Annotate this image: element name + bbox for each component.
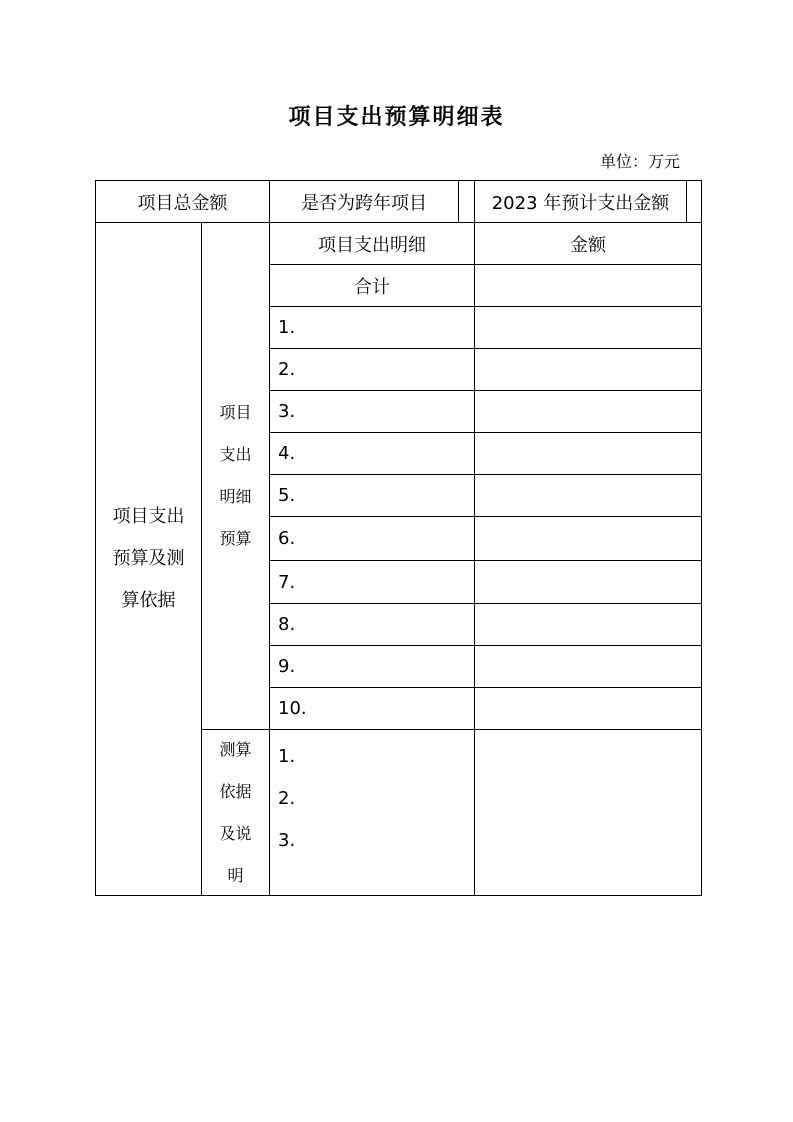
- col-amount-header: [474, 222, 702, 265]
- item-5-label: 5.: [278, 485, 296, 506]
- page-title: 项目支出预算明细表: [288, 105, 505, 130]
- item-row-10-amount[interactable]: [474, 687, 702, 730]
- header-cross-year-label: 是否为跨年项目: [301, 192, 427, 214]
- basis-item-1: 1.: [278, 746, 296, 767]
- basis-line-1: 测算: [219, 739, 252, 759]
- item-row-6[interactable]: [269, 516, 475, 561]
- item-row-6-amount[interactable]: [474, 516, 702, 561]
- detail-line-1: 项目: [219, 403, 252, 422]
- basis-item-3: 3.: [278, 830, 296, 851]
- basis-label: [201, 729, 270, 896]
- item-row-7[interactable]: [269, 560, 475, 604]
- detail-budget-label: [201, 222, 270, 730]
- item-row-1-amount[interactable]: [474, 306, 702, 349]
- basis-line-4: 明: [227, 865, 244, 885]
- item-4-label: 4.: [278, 443, 296, 464]
- outer-line-3: 算依据: [121, 590, 176, 611]
- outer-line-1: 项目支出: [112, 506, 185, 527]
- item-row-5[interactable]: [269, 474, 475, 517]
- total-row-label: [269, 264, 475, 307]
- outer-line-2: 预算及测: [112, 548, 185, 569]
- basis-line-3: 及说: [219, 823, 252, 843]
- item-row-4-amount[interactable]: [474, 432, 702, 475]
- item-row-5-amount[interactable]: [474, 474, 702, 517]
- header-expected-2023-label: 2023 年预计支出金额: [491, 192, 670, 214]
- detail-line-3: 明细: [219, 487, 252, 506]
- header-expected-2023: [474, 180, 687, 223]
- item-row-2-amount[interactable]: [474, 348, 702, 391]
- col-detail-header: [269, 222, 475, 265]
- total-row-amount[interactable]: [474, 264, 702, 307]
- item-row-8-amount[interactable]: [474, 603, 702, 646]
- header-expected-2023-value[interactable]: [686, 180, 702, 223]
- detail-line-2: 支出: [219, 445, 252, 464]
- item-row-9[interactable]: [269, 645, 475, 688]
- col-detail-header-label: 项目支出明细: [318, 234, 426, 256]
- basis-item-2: 2.: [278, 788, 296, 809]
- item-6-label: 6.: [278, 528, 296, 549]
- basis-line-2: 依据: [219, 781, 252, 801]
- outer-section-label: [95, 222, 202, 896]
- item-row-7-amount[interactable]: [474, 560, 702, 604]
- header-cross-year-answer[interactable]: [458, 180, 475, 223]
- item-row-10[interactable]: [269, 687, 475, 730]
- col-amount-header-label: 金额: [570, 234, 606, 256]
- header-total-amount-label: 项目总金额: [137, 192, 228, 214]
- item-row-3-amount[interactable]: [474, 390, 702, 433]
- item-8-label: 8.: [278, 614, 296, 635]
- header-total-amount: [95, 180, 270, 223]
- item-2-label: 2.: [278, 359, 296, 380]
- item-row-4[interactable]: [269, 432, 475, 475]
- item-1-label: 1.: [278, 317, 296, 338]
- item-9-label: 9.: [278, 656, 296, 677]
- item-row-9-amount[interactable]: [474, 645, 702, 688]
- item-row-3[interactable]: [269, 390, 475, 433]
- item-row-1[interactable]: [269, 306, 475, 349]
- unit-label: 单位：万元: [599, 152, 680, 171]
- item-row-2[interactable]: [269, 348, 475, 391]
- item-10-label: 10.: [278, 698, 307, 719]
- item-7-label: 7.: [278, 571, 296, 593]
- basis-amount[interactable]: [474, 729, 702, 896]
- header-cross-year: [269, 180, 459, 223]
- item-3-label: 3.: [278, 401, 296, 422]
- item-row-8[interactable]: [269, 603, 475, 646]
- total-row-text: 合计: [354, 276, 390, 298]
- detail-line-4: 预算: [219, 529, 252, 548]
- basis-content[interactable]: [269, 729, 475, 896]
